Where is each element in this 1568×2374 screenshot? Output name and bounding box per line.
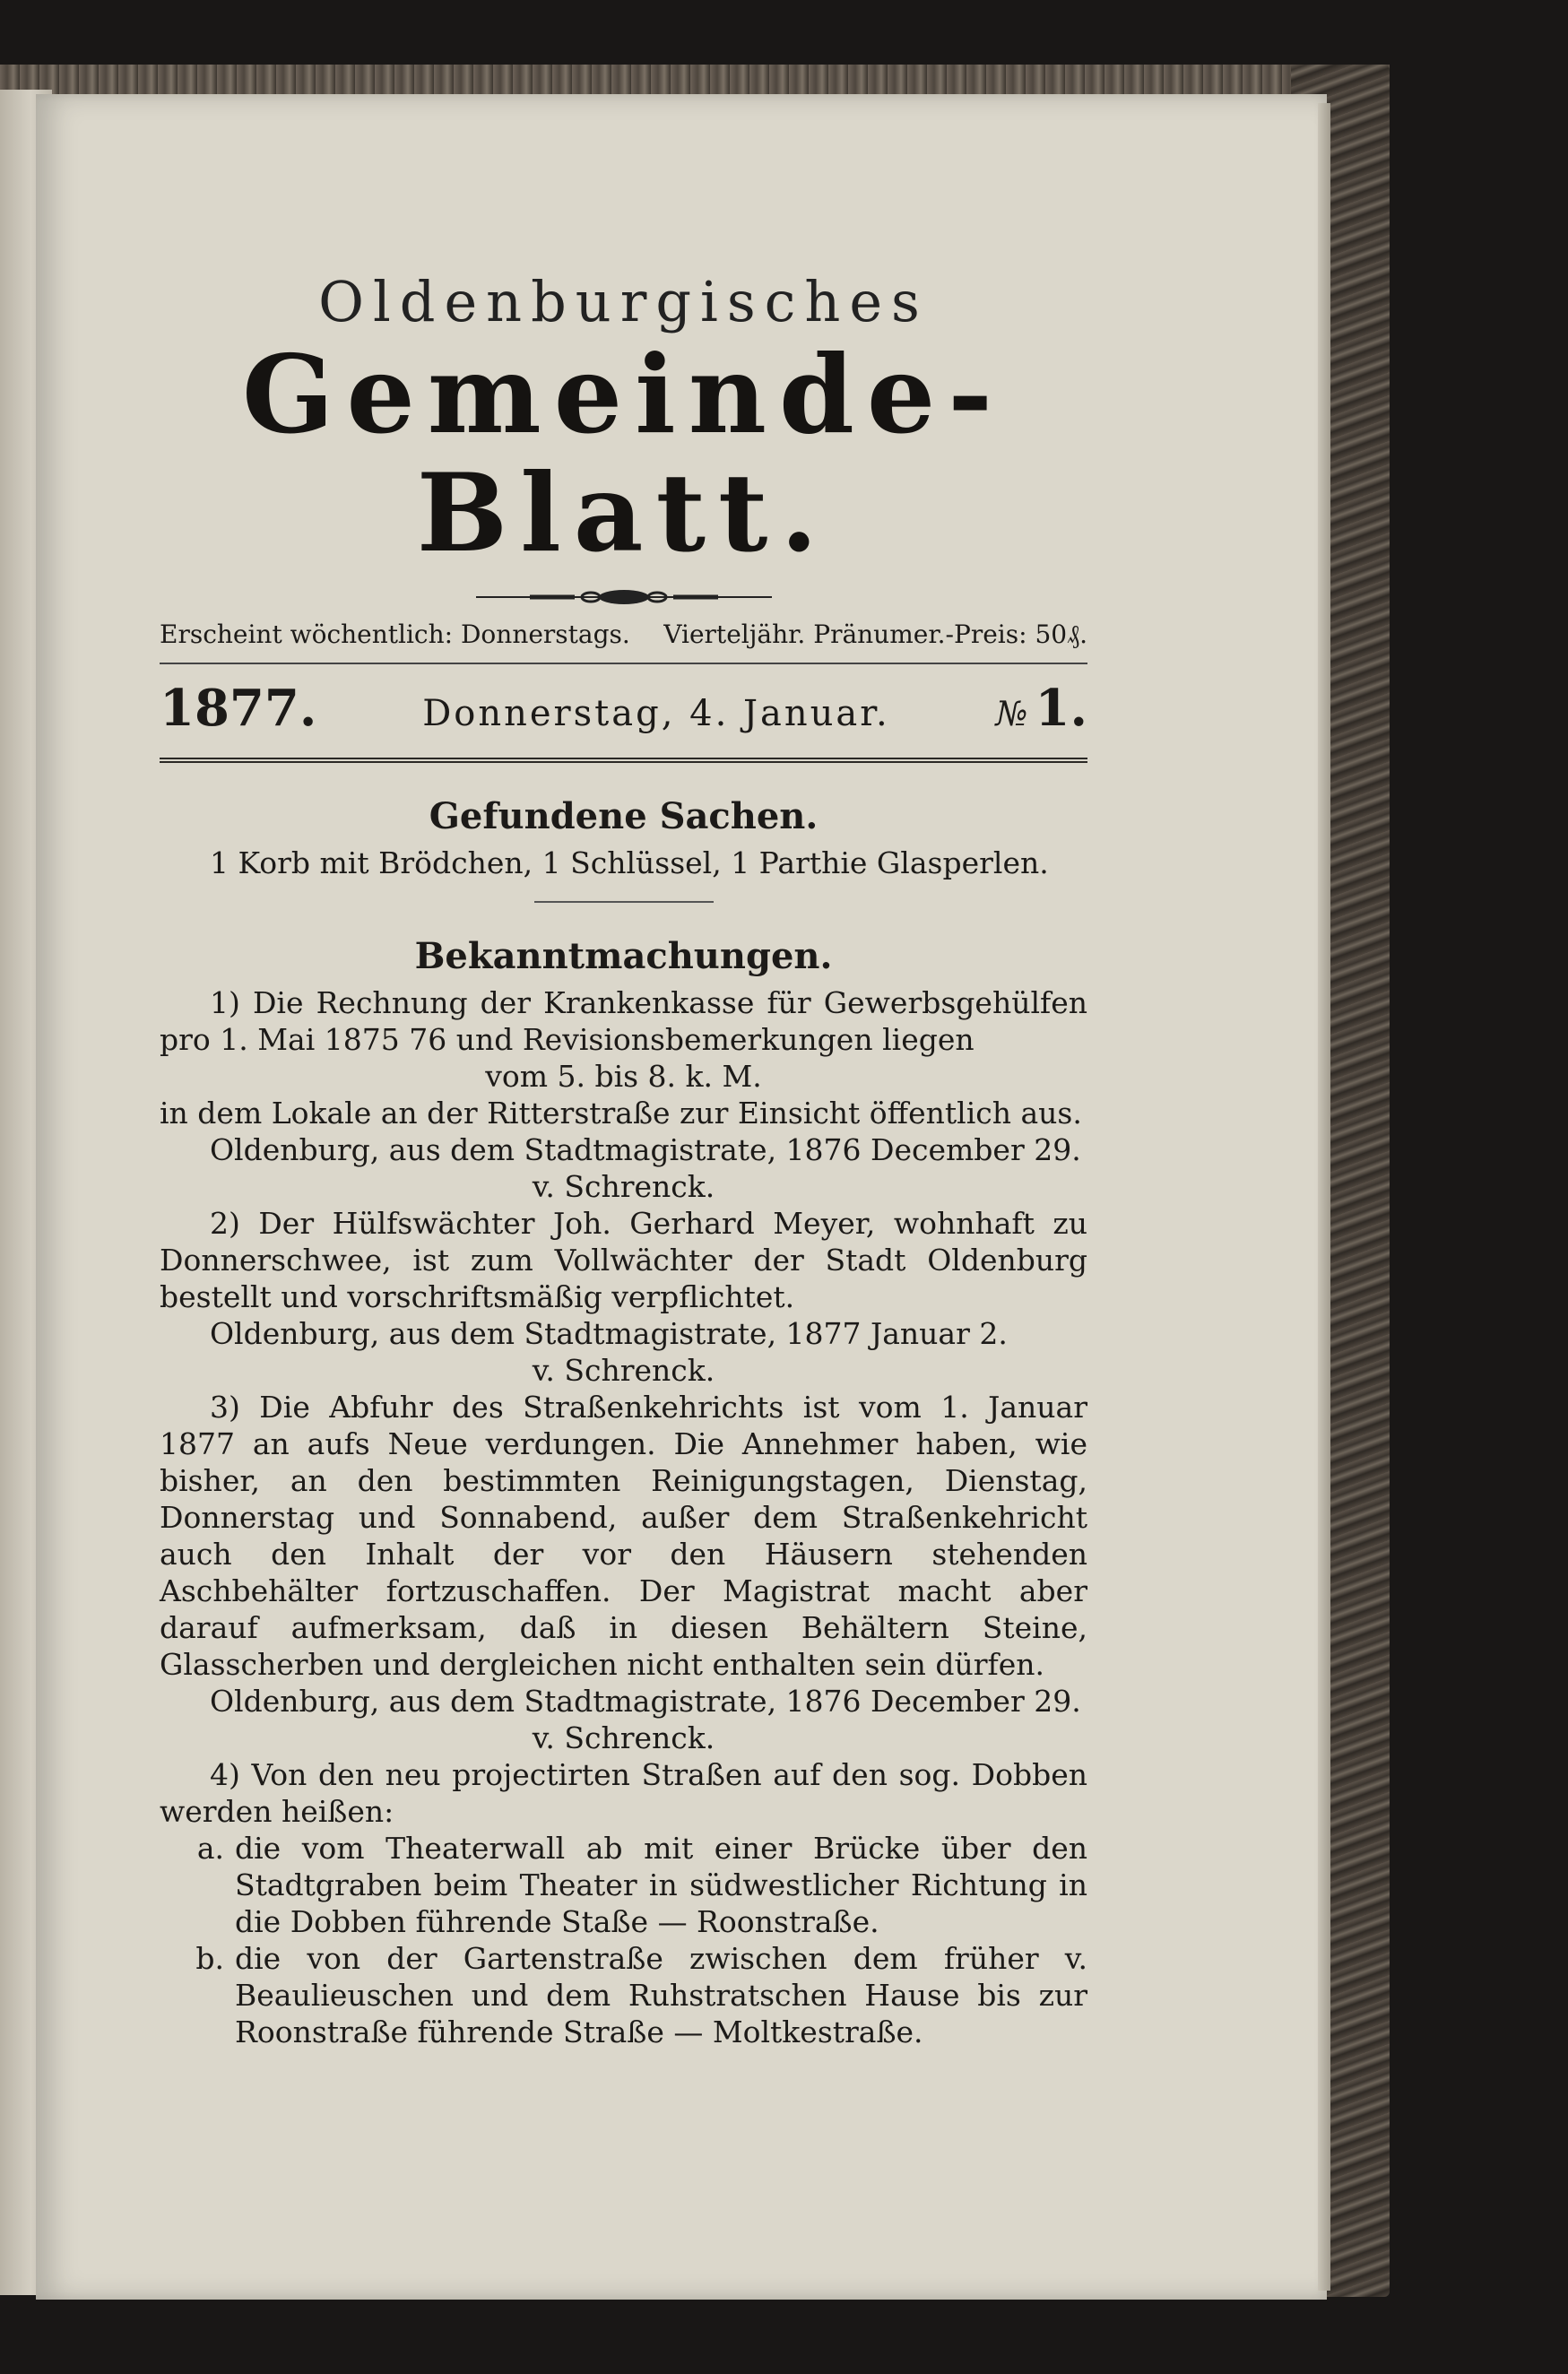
announcement-1-text: 1) Die Rechnung der Krankenkasse für Gewerbsgehülfen pro 1. Mai 1875 76 und Revisionsbemerkungen liegen: [160, 985, 1087, 1057]
announcement-1-text2: in dem Lokale an der Ritterstraße zur Einsicht öffentlich aus.: [160, 1096, 1082, 1131]
page-content: [160, 269, 1087, 2050]
masthead-title: Gemeinde-Blatt.: [241, 332, 1006, 576]
announcement-1-dates: vom 5. bis 8. k. M.: [485, 1059, 762, 1094]
subscription-price: Vierteljähr. Pränumer.-Preis: 50₰.: [663, 619, 1087, 649]
found-items-text: 1 Korb mit Brödchen, 1 Schlüssel, 1 Parthie Glasperlen.: [210, 845, 1049, 880]
issue-dateline: [160, 679, 1087, 763]
issue-number: 1.: [1035, 679, 1087, 738]
masthead-line1: Oldenburgisches: [318, 269, 929, 334]
announcements-heading: Bekanntmachungen.: [414, 935, 833, 977]
announcement-2-text: 2) Der Hülfswächter Joh. Gerhard Meyer, wohnhaft zu Donnerschwee, ist zum Vollwächter der Stadt Oldenburg bestellt und vorschriftsmäßig verpflichtet.: [160, 1206, 1087, 1314]
announcement-3-text: 3) Die Abfuhr des Straßenkehrichts ist vom 1. Januar 1877 an aufs Neue verdungen. Die Annehmer haben, wie bisher, an den bestimmten Reinigungstagen, Dienstag, Donnerstag und Sonnabend, außer dem Straßenkehricht auch den Inhalt der vor den Häusern stehenden Aschbehälter fortzuschaffen. Der Magistrat macht aber darauf aufmerksam, daß in diesen Behältern Steine, Glasscherben und dergleichen nicht enthalten sein dürfen.: [160, 1390, 1087, 1682]
item-b-text: die von der Gartenstraße zwischen dem früher v. Beaulieuschen und dem Ruhstratschen Hause bis zur Roonstraße führende Straße — Moltkestraße.: [235, 1941, 1087, 2049]
announcement-4-item-b: [160, 1940, 1087, 2050]
section-divider: [534, 901, 714, 903]
issue-date: Donnerstag, 4. Januar.: [422, 693, 890, 734]
number-symbol: №: [995, 694, 1028, 733]
announcement-4-intro: 4) Von den neu projectirten Straßen auf den sog. Dobben werden heißen:: [160, 1757, 1087, 1829]
item-b-label: b.: [195, 1941, 224, 1976]
item-a-label: a.: [196, 1831, 224, 1866]
page-edge-shadow: [1318, 103, 1330, 2291]
found-items-heading: Gefundene Sachen.: [429, 795, 819, 837]
announcement-3-signature: v. Schrenck.: [532, 1720, 715, 1755]
subscription-line: [160, 619, 1087, 664]
publication-frequency: Erscheint wöchentlich: Donnerstags.: [160, 619, 630, 649]
announcement-3-place: Oldenburg, aus dem Stadtmagistrate, 1876 December 29.: [210, 1684, 1081, 1719]
issue-number-group: [996, 679, 1087, 738]
announcement-2-place: Oldenburg, aus dem Stadtmagistrate, 1877 Januar 2.: [210, 1316, 1008, 1351]
announcement-1-place: Oldenburg, aus dem Stadtmagistrate, 1876 December 29.: [210, 1132, 1081, 1167]
issue-year: 1877.: [160, 679, 317, 738]
item-a-text: die vom Theaterwall ab mit einer Brücke über den Stadtgraben beim Theater in südwestlicher Richtung in die Dobben führende Staße — Roonstraße.: [235, 1831, 1087, 1939]
announcement-4-item-a: [160, 1830, 1087, 1940]
announcement-1-signature: v. Schrenck.: [532, 1169, 715, 1204]
ornament-divider: [160, 587, 1087, 607]
announcement-2-signature: v. Schrenck.: [532, 1353, 715, 1388]
